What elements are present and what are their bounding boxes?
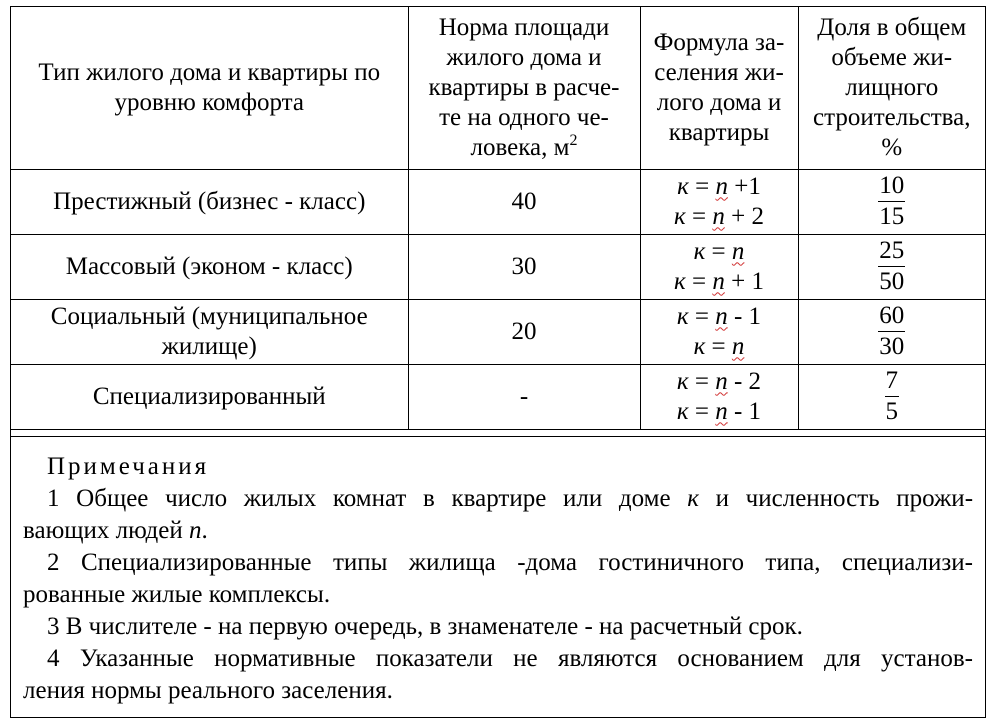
table-row	[11, 169, 985, 234]
share-denominator: 15	[879, 203, 905, 230]
formula-line: к = n + 1	[674, 267, 764, 295]
norm-cell: 20	[408, 299, 640, 364]
share-numerator: 10	[878, 171, 905, 202]
notes-title: Примечания	[47, 453, 210, 480]
header-formula: Формула за- селения жи- лого дома и квартиры	[640, 7, 798, 169]
note-4-line-2: ления нормы реального заселения.	[23, 677, 393, 704]
document-table-frame	[10, 6, 986, 718]
formula-line: к = n - 1	[676, 302, 762, 330]
note-2-line-2: рованные жилые комплексы.	[23, 581, 331, 608]
type-cell: Массовый (эконом - класс)	[11, 234, 408, 299]
formula-cell	[640, 299, 798, 364]
share-numerator: 60	[878, 301, 905, 332]
norm-cell: 40	[408, 169, 640, 234]
formula-line: к = n +1	[677, 172, 761, 200]
formula-line: к = n + 2	[674, 202, 764, 230]
type-cell: Социальный (муниципальное жилище)	[11, 299, 408, 364]
formula-cell	[640, 234, 798, 299]
square-superscript: 2	[569, 131, 578, 149]
share-cell	[798, 299, 985, 364]
header-share: Доля в общем объеме жи- лищного строительства, %	[798, 7, 985, 169]
share-numerator: 25	[878, 236, 905, 267]
table-row	[11, 299, 985, 364]
share-denominator: 30	[879, 333, 905, 360]
table-row	[11, 234, 985, 299]
type-cell: Престижный (бизнес - класс)	[11, 169, 408, 234]
share-cell	[798, 364, 985, 429]
norm-cell: -	[408, 364, 640, 429]
formula-cell	[640, 364, 798, 429]
notes-section	[11, 436, 985, 707]
note-4-line-1: 4 Указанные нормативные показатели не являются основанием для установ-	[47, 645, 973, 672]
note-2-line-1: 2 Специализированные типы жилища -дома гостиничного типа, специализи-	[47, 549, 973, 576]
header-type: Тип жилого дома и квартиры по уровню комфорта	[11, 7, 408, 169]
share-cell	[798, 169, 985, 234]
formula-line: к = n - 2	[676, 367, 762, 395]
formula-line: к = n	[693, 332, 745, 360]
share-denominator: 5	[885, 398, 898, 425]
share-denominator: 50	[879, 268, 905, 295]
housing-comfort-table	[11, 7, 985, 430]
formula-cell	[640, 169, 798, 234]
note-3: 3 В числителе - на первую очередь, в знаменателе - на расчетный срок.	[47, 613, 803, 640]
share-cell	[798, 234, 985, 299]
note-1-line-1: 1 Общее число жилых комнат в квартире или доме к и численность прожи-	[47, 485, 973, 512]
header-row	[11, 7, 985, 169]
norm-cell: 30	[408, 234, 640, 299]
header-norm: Норма площади жилого дома и квартиры в расче- те на одного че- ловека, $м^2$	[408, 7, 640, 169]
table-row	[11, 364, 985, 429]
type-cell: Специализированный	[11, 364, 408, 429]
formula-line: к = n	[693, 237, 745, 265]
formula-line: к = n - 1	[676, 397, 762, 425]
share-numerator: 7	[885, 366, 900, 397]
note-1-line-2: вающих людей n.	[23, 517, 208, 544]
